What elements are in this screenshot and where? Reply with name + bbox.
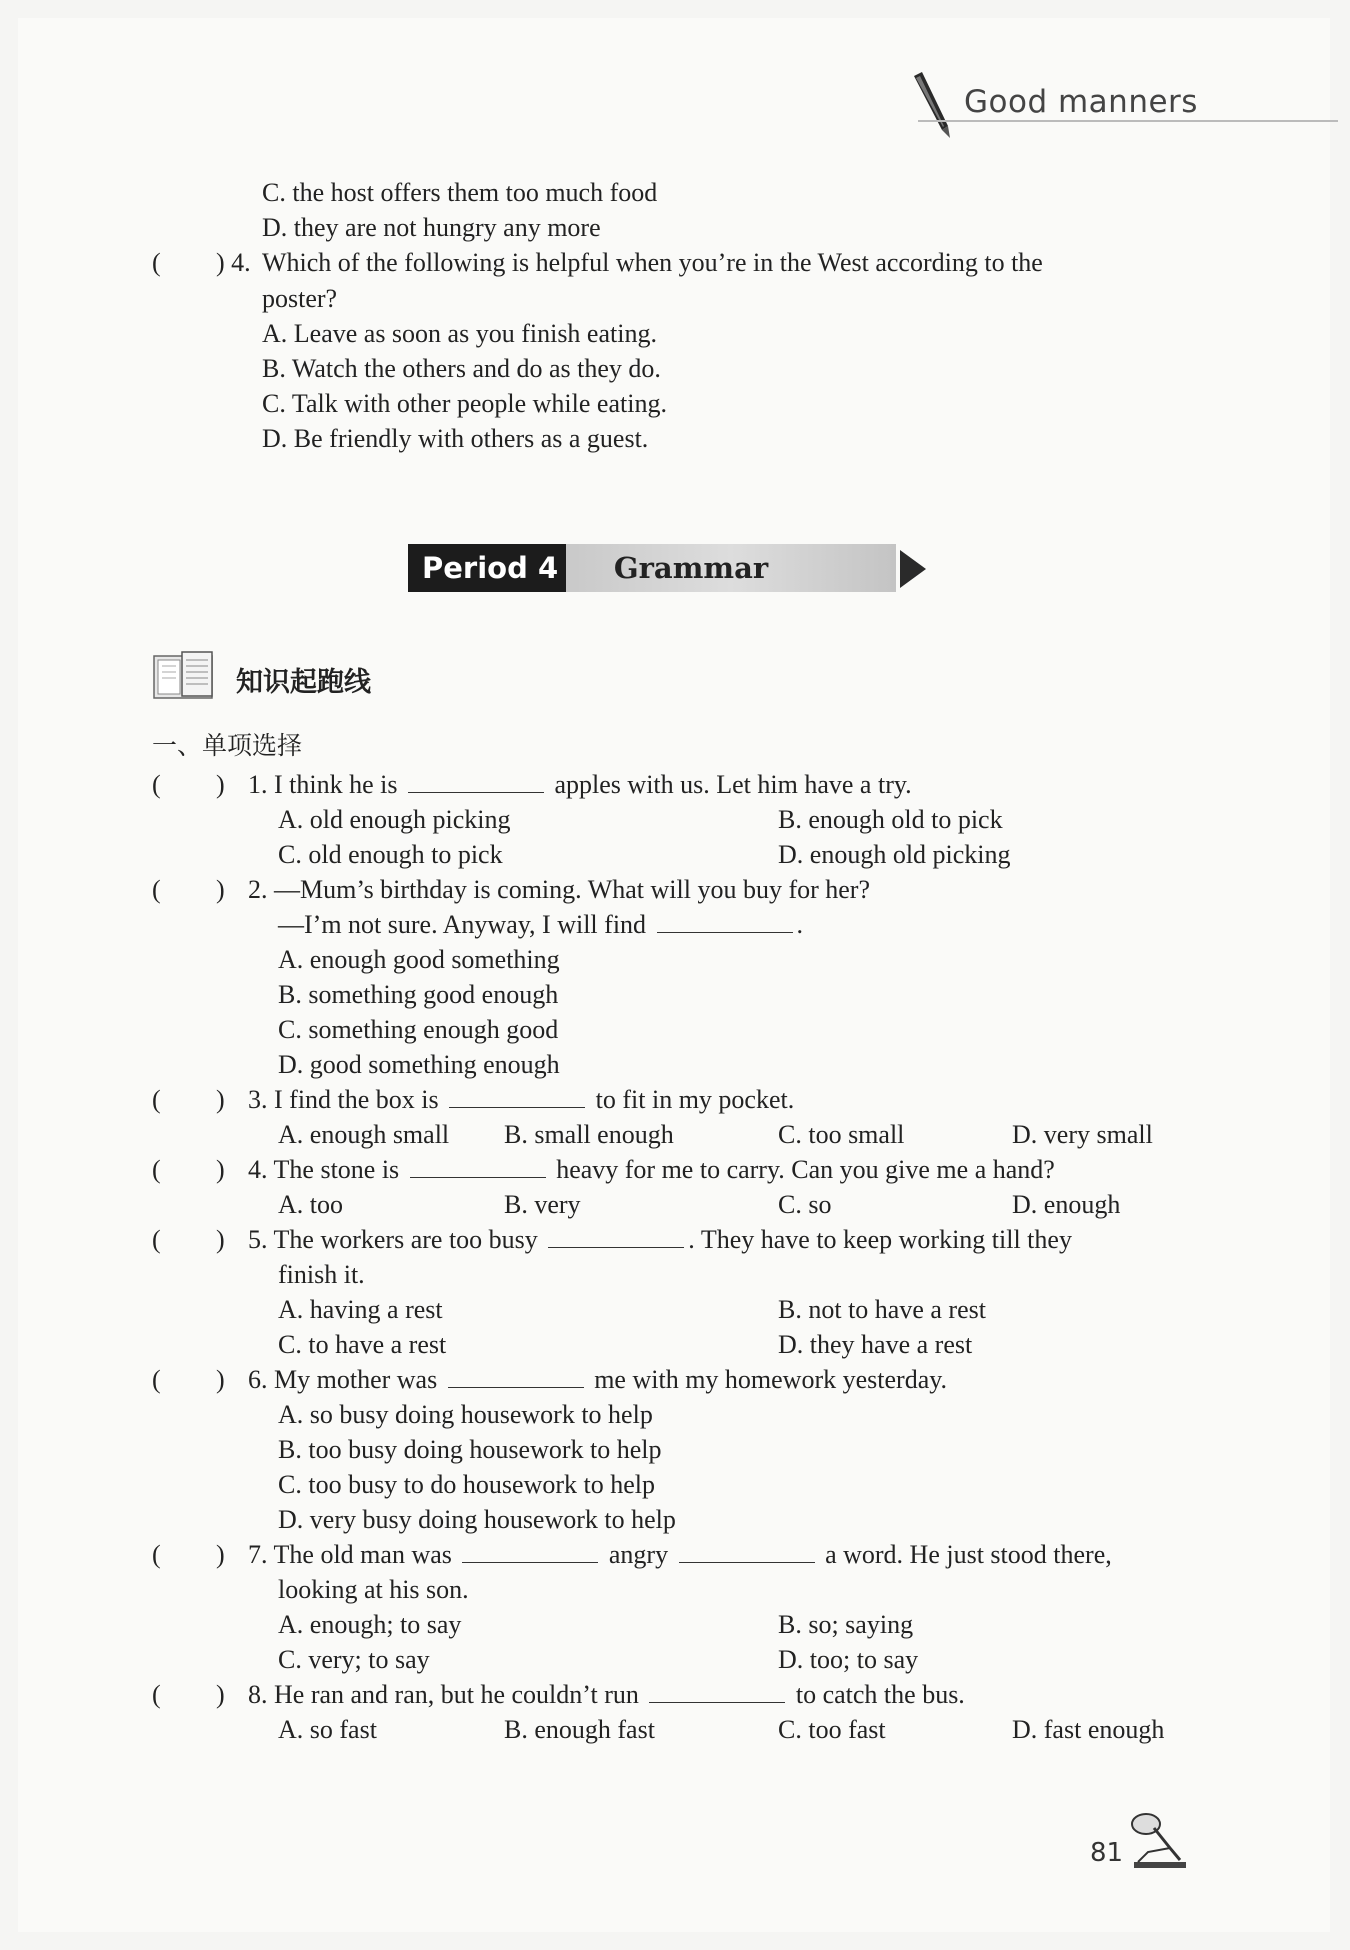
question-text: . They have to keep working till they (688, 1225, 1072, 1254)
answer-paren-left: ( (152, 875, 161, 904)
question-number: 6. (248, 1365, 268, 1394)
answer-blank[interactable] (408, 770, 544, 793)
answer-paren-left: ( (152, 1540, 161, 1569)
question-text: . (796, 910, 804, 939)
page-number: 81 (1090, 1838, 1124, 1868)
option-line: C. the host offers them too much food (262, 178, 658, 207)
answer-paren-right: ) (216, 1085, 225, 1114)
option: D. very busy doing housework to help (278, 1505, 676, 1534)
option: B. enough old to pick (778, 805, 1003, 834)
answer-blank[interactable] (679, 1540, 815, 1563)
question-line (248, 1155, 1055, 1185)
answer-blank[interactable] (410, 1155, 546, 1178)
question-text: —Mum’s birthday is coming. What will you buy for her? (274, 875, 870, 904)
question-line (248, 770, 912, 800)
option: B. very (504, 1190, 581, 1219)
answer-paren-left: ( (152, 770, 161, 799)
header-rule (918, 120, 1338, 122)
question-text: me with my homework yesterday. (594, 1365, 948, 1394)
option: B. small enough (504, 1120, 674, 1149)
question-line (248, 1540, 1112, 1570)
question-number: 2. (248, 875, 268, 904)
option: C. to have a rest (278, 1330, 447, 1359)
option-line: D. Be friendly with others as a guest. (262, 424, 649, 453)
question-text: finish it. (278, 1260, 365, 1289)
question-text: angry (608, 1540, 669, 1569)
answer-paren-right: ) (216, 770, 225, 799)
question-text: looking at his son. (278, 1575, 469, 1604)
answer-paren-right: ) (216, 1155, 225, 1184)
option: B. too busy doing housework to help (278, 1435, 662, 1464)
option-line: A. Leave as soon as you finish eating. (262, 319, 657, 348)
question-text: Which of the following is helpful when you’re in the West according to the (262, 248, 1043, 277)
option: D. they have a rest (778, 1330, 973, 1359)
question-text: I find the box is (274, 1085, 439, 1114)
period-label: Period 4 (408, 544, 566, 592)
answer-paren-right: ) (216, 875, 225, 904)
question-text: The stone is (273, 1155, 400, 1184)
question-number: 4. (248, 1155, 268, 1184)
question-text: apples with us. Let him have a try. (554, 770, 912, 799)
answer-blank[interactable] (548, 1225, 684, 1248)
question-text: —I’m not sure. Anyway, I will find (278, 910, 647, 939)
answer-paren-right: ) (216, 1540, 225, 1569)
question-line (248, 1365, 947, 1395)
option: B. something good enough (278, 980, 559, 1009)
answer-blank[interactable] (657, 910, 793, 933)
answer-paren-left: ( (152, 248, 161, 277)
option: A. enough good something (278, 945, 560, 974)
page (18, 18, 1330, 1932)
option: C. too busy to do housework to help (278, 1470, 655, 1499)
answer-paren-right: ) (216, 1680, 225, 1709)
option: A. enough small (278, 1120, 450, 1149)
period-topic: Grammar (566, 544, 896, 592)
header-title: Good manners (964, 84, 1198, 120)
option: A. enough; to say (278, 1610, 462, 1639)
option: D. good something enough (278, 1050, 560, 1079)
option: B. so; saying (778, 1610, 914, 1639)
option-line: D. they are not hungry any more (262, 213, 601, 242)
answer-paren-left: ( (152, 1085, 161, 1114)
arrow-right-icon (898, 548, 928, 590)
part-title: 一、单项选择 (152, 731, 303, 760)
question-line (248, 1225, 1072, 1255)
option: B. enough fast (504, 1715, 655, 1744)
question-number: 1. (248, 770, 268, 799)
question-line (248, 1085, 794, 1115)
question-text: The old man was (273, 1540, 452, 1569)
question-text: I think he is (274, 770, 398, 799)
question-line (278, 910, 803, 940)
option-line: C. Talk with other people while eating. (262, 389, 667, 418)
period-banner (408, 544, 928, 594)
answer-paren-right: ) (216, 1365, 225, 1394)
option: D. too; to say (778, 1645, 919, 1674)
question-text: My mother was (274, 1365, 438, 1394)
option: C. very; to say (278, 1645, 430, 1674)
option: A. having a rest (278, 1295, 443, 1324)
book-icon (152, 650, 218, 702)
question-number: 7. (248, 1540, 268, 1569)
answer-blank[interactable] (649, 1680, 785, 1703)
option: B. not to have a rest (778, 1295, 986, 1324)
option: C. so (778, 1190, 832, 1219)
option: C. something enough good (278, 1015, 559, 1044)
option: D. enough (1012, 1190, 1121, 1219)
question-text: poster? (262, 284, 338, 313)
option: A. old enough picking (278, 805, 511, 834)
answer-paren-left: ( (152, 1225, 161, 1254)
question-number: 8. (248, 1680, 268, 1709)
option: A. so busy doing housework to help (278, 1400, 653, 1429)
question-text: heavy for me to carry. Can you give me a hand? (556, 1155, 1055, 1184)
option: D. enough old picking (778, 840, 1011, 869)
answer-paren-right: ) (216, 1225, 225, 1254)
answer-paren-left: ( (152, 1365, 161, 1394)
option-line: B. Watch the others and do as they do. (262, 354, 661, 383)
question-text: a word. He just stood there, (825, 1540, 1112, 1569)
question-text: The workers are too busy (273, 1225, 538, 1254)
section-title: 知识起跑线 (236, 667, 371, 698)
question-text: to catch the bus. (795, 1680, 965, 1709)
question-number: 5. (248, 1225, 268, 1254)
option: C. old enough to pick (278, 840, 503, 869)
option: C. too fast (778, 1715, 886, 1744)
question-line (248, 875, 870, 905)
option: D. very small (1012, 1120, 1153, 1149)
answer-paren-left: ( (152, 1155, 161, 1184)
question-line (248, 1680, 965, 1710)
answer-blank[interactable] (449, 1085, 585, 1108)
option: A. too (278, 1190, 343, 1219)
question-text: to fit in my pocket. (595, 1085, 795, 1114)
question-number: 3. (248, 1085, 268, 1114)
answer-paren-left: ( (152, 1680, 161, 1709)
option: C. too small (778, 1120, 905, 1149)
question-number: ) 4. (216, 248, 251, 277)
pen-icon (908, 70, 958, 140)
lamp-icon (1126, 1808, 1192, 1870)
option: D. fast enough (1012, 1715, 1165, 1744)
question-text: He ran and ran, but he couldn’t run (274, 1680, 639, 1709)
answer-blank[interactable] (448, 1365, 584, 1388)
option: A. so fast (278, 1715, 377, 1744)
answer-blank[interactable] (462, 1540, 598, 1563)
